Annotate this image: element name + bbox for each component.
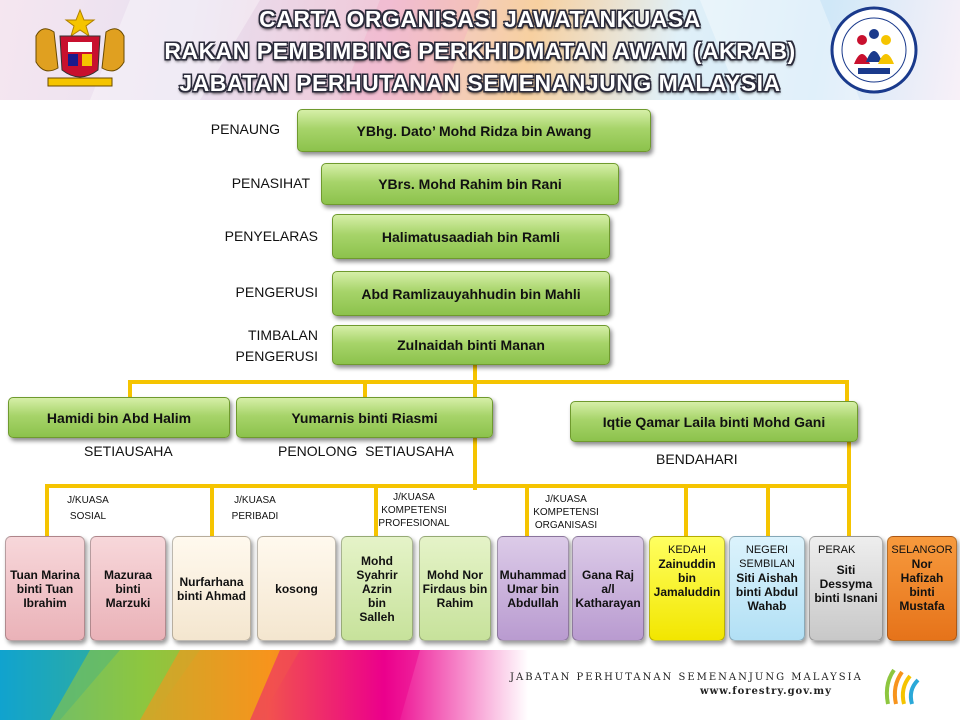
role-line: PENGERUSI bbox=[235, 348, 318, 364]
member-card bbox=[729, 536, 805, 641]
member-card bbox=[341, 536, 413, 641]
title-line-1: CARTA ORGANISASI JAWATANKUASA bbox=[259, 6, 701, 32]
member-name-line: binti Tuan bbox=[16, 581, 74, 596]
committee-line: J/KUASA bbox=[393, 492, 435, 503]
member-name-line: binti Isnani bbox=[814, 591, 878, 605]
member-card bbox=[887, 536, 957, 641]
committee-kompetensi-profesional bbox=[374, 491, 454, 530]
footer-banner bbox=[0, 650, 960, 720]
role-penyelaras: PENYELARAS bbox=[224, 228, 318, 244]
header-banner bbox=[0, 0, 960, 100]
role-penaung: PENAUNG bbox=[210, 121, 280, 137]
connector-line bbox=[210, 484, 214, 536]
member-name-line: Mustafa bbox=[899, 599, 945, 613]
member-name-line: Marzuki bbox=[105, 595, 151, 610]
connector-line bbox=[128, 380, 848, 384]
member-name-line: binti bbox=[115, 581, 141, 596]
connector-line bbox=[45, 484, 851, 488]
member-name-line: binti Ahmad bbox=[177, 588, 246, 603]
member-name-line: kosong bbox=[275, 581, 318, 596]
member-card bbox=[419, 536, 491, 641]
committee-peribadi bbox=[218, 494, 292, 523]
committee-kompetensi-organisasi bbox=[528, 493, 604, 532]
member-name-line: Tuan Marina bbox=[10, 567, 80, 582]
connector-line bbox=[363, 380, 367, 398]
footer-decoration bbox=[0, 650, 960, 720]
state-label: SEMBILAN bbox=[739, 558, 795, 570]
member-name-line: Umar bin bbox=[506, 581, 559, 596]
box-setiausaha: Hamidi bin Abd Halim bbox=[8, 397, 230, 438]
perhutanan-logo-icon bbox=[870, 656, 932, 716]
box-penaung: YBhg. Dato’ Mohd Ridza bin Awang bbox=[297, 109, 651, 152]
connector-line bbox=[45, 484, 49, 536]
member-card bbox=[809, 536, 883, 641]
box-bendahari: Iqtie Qamar Laila binti Mohd Gani bbox=[570, 401, 858, 442]
role-bendahari: BENDAHARI bbox=[656, 451, 738, 467]
committee-line: J/KUASA bbox=[234, 495, 276, 506]
title-line-2: RAKAN PEMBIMBING PERKHIDMATAN AWAM (AKRAB) bbox=[164, 38, 796, 64]
state-label: KEDAH bbox=[668, 544, 706, 556]
state-label: PERAK bbox=[818, 544, 856, 556]
member-name-line: Rahim bbox=[436, 595, 474, 610]
member-name-line: Wahab bbox=[747, 599, 787, 613]
role-penasihat: PENASIHAT bbox=[231, 175, 310, 191]
role-penolong-setiausaha: PENOLONG SETIAUSAHA bbox=[278, 443, 454, 459]
box-penyelaras: Halimatusaadiah bin Ramli bbox=[332, 214, 610, 259]
member-name-line: Katharayan bbox=[575, 595, 641, 610]
role-line: TIMBALAN bbox=[247, 327, 318, 343]
member-name-line: Mazuraa bbox=[103, 567, 153, 582]
member-name-line: Salleh bbox=[359, 609, 395, 624]
committee-line: PERIBADI bbox=[231, 511, 279, 522]
member-name-line: Firdaus bin bbox=[422, 581, 488, 596]
member-name-line: Zainuddin bbox=[658, 557, 716, 571]
member-card bbox=[572, 536, 644, 641]
member-name-line: Jamaluddin bbox=[653, 585, 721, 599]
member-name-line: Siti bbox=[836, 563, 856, 577]
member-name-line: Nor bbox=[911, 557, 933, 571]
member-name-line: Mohd Nor bbox=[427, 567, 483, 582]
member-name-line: a/l bbox=[601, 581, 615, 596]
title-line-3: JABATAN PERHUTANAN SEMENANJUNG MALAYSIA bbox=[179, 70, 781, 96]
member-name-line: binti bbox=[909, 585, 935, 599]
role-pengerusi: PENGERUSI bbox=[235, 284, 318, 300]
member-name-line: Abdullah bbox=[507, 595, 559, 610]
footer-org: JABATAN PERHUTANAN SEMENANJUNG MALAYSIA bbox=[510, 672, 863, 683]
member-name-line: Muhammad bbox=[499, 567, 567, 582]
footer-website[interactable]: www.forestry.gov.my bbox=[700, 686, 832, 697]
committee-sosial bbox=[52, 494, 124, 523]
akrab-logo-icon bbox=[826, 4, 922, 96]
state-label: NEGERI bbox=[745, 544, 789, 556]
committee-line: J/KUASA bbox=[545, 494, 587, 505]
member-name-line: Hafizah bbox=[900, 571, 944, 585]
member-name-line: Dessyma bbox=[819, 577, 873, 591]
member-name-line: bin bbox=[368, 595, 386, 610]
connector-line bbox=[684, 484, 688, 536]
committee-line: KOMPETENSI bbox=[533, 507, 599, 518]
box-penasihat: YBrs. Mohd Rahim bin Rani bbox=[321, 163, 619, 205]
role-timbalan-pengerusi bbox=[188, 325, 318, 367]
committee-line: PROFESIONAL bbox=[378, 518, 450, 529]
connector-line bbox=[847, 442, 851, 536]
role-setiausaha: SETIAUSAHA bbox=[84, 443, 173, 459]
member-name-line: Azrin bbox=[362, 581, 392, 596]
box-penolong-setiausaha: Yumarnis binti Riasmi bbox=[236, 397, 493, 438]
connector-line bbox=[128, 380, 132, 398]
committee-line: SOSIAL bbox=[69, 511, 107, 522]
member-name-line: Ibrahim bbox=[23, 595, 67, 610]
connector-line bbox=[766, 484, 770, 536]
box-pengerusi: Abd Ramlizauyahhudin bin Mahli bbox=[332, 271, 610, 316]
member-card bbox=[5, 536, 85, 641]
state-label: SELANGOR bbox=[891, 544, 953, 556]
member-name-line: Syahrir bbox=[356, 567, 398, 582]
connector-line bbox=[845, 380, 849, 402]
committee-line: KOMPETENSI bbox=[381, 505, 447, 516]
member-name-line: Siti Aishah bbox=[736, 571, 798, 585]
box-timbalan-pengerusi: Zulnaidah binti Manan bbox=[332, 325, 610, 365]
member-name-line: binti Abdul bbox=[735, 585, 799, 599]
member-card bbox=[90, 536, 166, 641]
member-card bbox=[257, 536, 336, 641]
member-card bbox=[172, 536, 251, 641]
member-name-line: Gana Raj bbox=[581, 567, 635, 582]
member-card bbox=[497, 536, 569, 641]
member-name-line: bin bbox=[678, 571, 696, 585]
committee-line: ORGANISASI bbox=[534, 520, 598, 531]
committee-line: J/KUASA bbox=[67, 495, 109, 506]
member-name-line: Mohd bbox=[361, 553, 393, 568]
member-card bbox=[649, 536, 725, 641]
member-name-line: Nurfarhana bbox=[179, 574, 244, 589]
